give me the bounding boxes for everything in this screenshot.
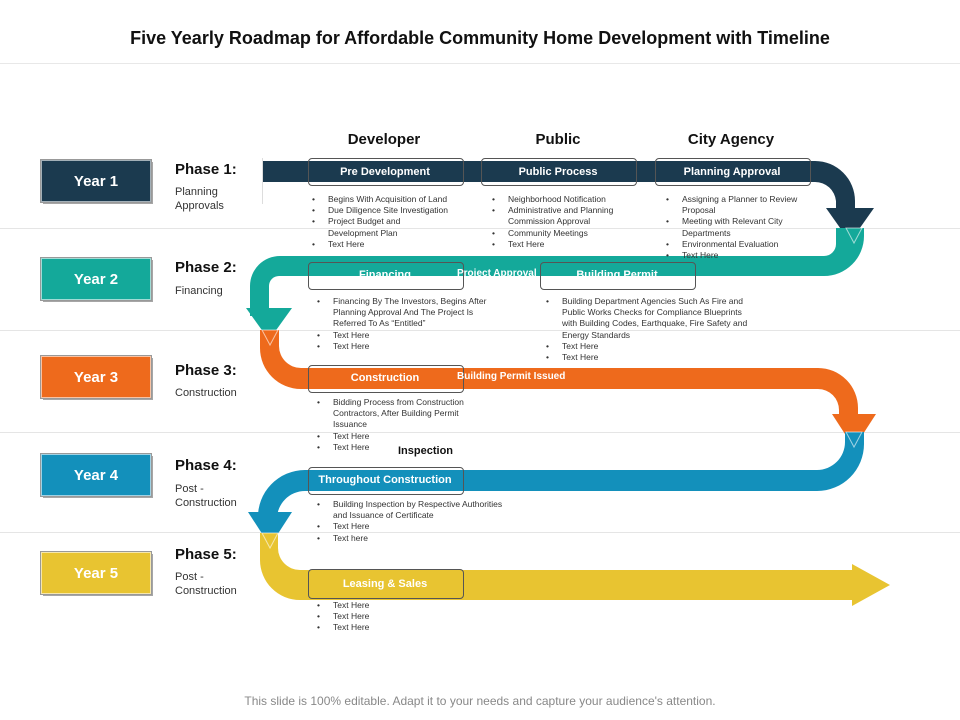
year-3-box: [41, 356, 151, 398]
planning-approval-label: Planning Approval: [683, 166, 781, 178]
column-header-developer: Developer: [347, 131, 421, 148]
throughout-construction-label: Throughout Construction: [318, 474, 452, 486]
construction-list: [313, 397, 488, 453]
year-1-box: [41, 160, 151, 202]
year-2-box: [41, 258, 151, 300]
year-1-label: Year 1: [73, 172, 119, 190]
list-item: • Text Here: [308, 239, 468, 250]
financing-list: [313, 296, 498, 352]
list-item: • Text Here: [313, 431, 488, 442]
phase-divider: [262, 158, 263, 204]
list-item: • Text Here: [313, 521, 513, 532]
list-item: • Text Here: [313, 600, 433, 611]
list-item: • Text Here: [313, 622, 433, 633]
list-item: • Building Department Agencies Such As Fire and Public Works Checks for Compliance Blueprints with Building Codes, Earthquake, Fire Safety and Energy Standards: [542, 296, 752, 341]
year-2-label: Year 2: [73, 270, 119, 288]
phase-3-subtitle: Construction: [175, 387, 237, 399]
public-process-label: Public Process: [518, 166, 598, 178]
phase-5-subtitle: Post - Construction: [175, 571, 237, 597]
building-permit-issued-label: Building Permit Issued: [457, 371, 566, 382]
list-item: • Begins With Acquisition of Land: [308, 194, 468, 205]
list-item: • Building Inspection by Respective Authorities and Issuance of Certificate: [313, 499, 513, 521]
list-item: • Financing By The Investors, Begins After Planning Approval And The Project Is Referred To As “Entitled”: [313, 296, 498, 330]
year-3-label: Year 3: [73, 368, 119, 386]
building-permit-list: [542, 296, 752, 363]
phase-5-title: Phase 5:: [175, 546, 237, 563]
column-header-city-agency: City Agency: [687, 131, 775, 148]
list-item: • Due Diligence Site Investigation: [308, 205, 468, 216]
list-item: • Community Meetings: [488, 228, 643, 239]
year-5-box: [41, 552, 151, 594]
list-item: • Text Here: [313, 442, 488, 453]
pre-development-list: [308, 194, 468, 250]
slide-title: Five Yearly Roadmap for Affordable Community Home Development with Timeline: [130, 28, 830, 48]
pre-development-label: Pre Development: [340, 166, 430, 178]
list-item: • Administrative and Planning Commission Approval: [488, 205, 643, 227]
phase-3-title: Phase 3:: [175, 362, 237, 379]
phase-2-subtitle: Financing: [175, 285, 223, 297]
financing-label: Financing: [359, 269, 411, 281]
building-permit-label: Building Permit: [576, 269, 658, 281]
list-item: • Text Here: [313, 341, 498, 352]
list-item: • Assigning a Planner to Review Proposal: [662, 194, 822, 216]
leasing-sales-list: [313, 600, 433, 634]
leasing-sales-label: Leasing & Sales: [342, 578, 428, 590]
list-item: • Meeting with Relevant City Departments: [662, 216, 802, 238]
phase-4-subtitle: Post - Construction: [175, 483, 237, 509]
year-5-label: Year 5: [73, 564, 119, 582]
throughout-construction-list: [313, 499, 513, 544]
footer-note: This slide is 100% editable. Adapt it to your needs and capture your audience's attention.: [244, 694, 716, 708]
phase-2-title: Phase 2:: [175, 259, 237, 276]
inspection-label: Inspection: [398, 445, 454, 457]
list-item: • Text Here: [313, 330, 498, 341]
planning-approval-list: [662, 194, 822, 261]
phase-4-title: Phase 4:: [175, 457, 237, 474]
year-4-label: Year 4: [73, 466, 119, 484]
public-process-list: [488, 194, 643, 250]
list-item: • Environmental Evaluation: [662, 239, 822, 250]
list-item: • Neighborhood Notification: [488, 194, 643, 205]
list-item: • Text Here: [488, 239, 643, 250]
phase-1-title: Phase 1:: [175, 161, 237, 178]
list-item: • Text Here: [542, 341, 752, 352]
construction-label: Construction: [350, 372, 420, 384]
list-item: • Text Here: [542, 352, 752, 363]
list-item: • Text Here: [662, 250, 822, 261]
phase-1-subtitle: Planning Approvals: [175, 186, 224, 212]
list-item: • Text here: [313, 533, 513, 544]
column-header-public: Public: [535, 131, 581, 148]
list-item: • Text Here: [313, 611, 433, 622]
list-item: • Bidding Process from Construction Contractors, After Building Permit Issuance: [313, 397, 488, 431]
list-item: • Project Budget and Development Plan: [308, 216, 438, 238]
project-approval-label: Project Approval: [457, 268, 537, 279]
year-4-box: [41, 454, 151, 496]
